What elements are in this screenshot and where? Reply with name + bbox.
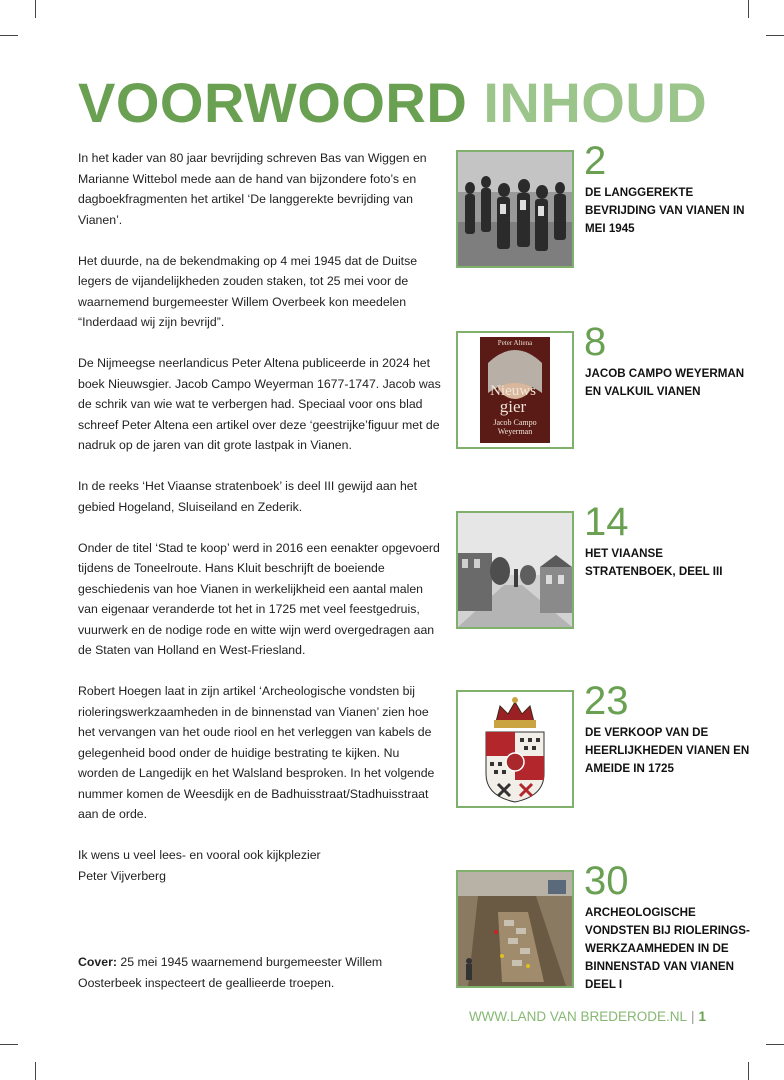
page-title <box>78 70 707 136</box>
excavation-photo <box>456 870 574 988</box>
street-photo <box>456 511 574 629</box>
toc-page-number: 2 <box>584 139 607 183</box>
toc-page-number: 8 <box>584 320 607 364</box>
foreword-paragraph: Robert Hoegen laat in zijn artikel ‘Archeologische vondsten bij rioleringswerkzaamheden in de binnenstad van Vianen’ zien hoe het vervangen van het oude riool en het verleggen van kabels de gelegenheid bood onder de huidige bestrating te kijken. Nu worden de Langedijk en het Walsland besproken. In het volgende nummer komen de Weesdijk en de Badhuisstraat/Stadhuisstraat aan de orde. <box>78 684 435 821</box>
crop-mark <box>748 0 749 18</box>
marching-women-photo <box>456 150 574 268</box>
toc-page-number: 23 <box>584 679 629 723</box>
coat-of-arms <box>456 690 574 808</box>
crop-mark <box>35 0 36 18</box>
cover-caption <box>78 952 443 993</box>
cover-label: Cover: <box>78 955 117 969</box>
foreword-paragraph: Onder de titel ‘Stad te koop’ werd in 2016 een eenakter opgevoerd tijdens de Toneelroute. Hans Kluit beschrijft de boeiende geschiedenis van hoe Vianen in werkelijkheid een aantal malen van eigenaar veranderde tot het in 1725 met veel feestgedruis, vuurwerk en de nodige rode en witte wijn werd overgedragen aan de Staten van Holland en West-Friesland. <box>78 540 440 657</box>
crop-mark <box>766 35 784 36</box>
crop-mark <box>35 1062 36 1080</box>
crop-mark <box>766 1044 784 1045</box>
crop-mark <box>0 1044 18 1045</box>
book-cover-nieuwsgier <box>456 331 574 449</box>
foreword-paragraph: In het kader van 80 jaar bevrijding schreven Bas van Wiggen en Marianne Wittebol mede aan de hand van bijzondere foto’s en dagboekfragmenten het artikel ‘De langgerekte bevrijding van Vianen’. <box>78 151 427 227</box>
cover-text: 25 mei 1945 waarnemend burgemeester Willem Oosterbeek inspecteert de geallieerde troepen. <box>78 955 383 990</box>
book-title-text: Nieuws <box>490 383 536 399</box>
foreword-paragraph: Het duurde, na de bekendmaking op 4 mei 1945 dat de Duitse legers de vijandelijkheden zouden staken, tot 25 mei voor de waarnemend burgemeester Willem Overbeek kon meedelen “Inderdaad wij zijn bevrijd”. <box>78 253 418 329</box>
crop-mark <box>748 1062 749 1080</box>
toc-page-number: 30 <box>584 859 629 903</box>
toc-title: DE LANGGEREKTE BEVRIJDING VAN VIANEN IN MEI 1945 <box>585 186 745 235</box>
title-inhoud: INHOUD <box>483 71 708 134</box>
closing-wish: Ik wens u veel lees- en vooral ook kijkplezier <box>78 848 321 862</box>
page-number: 1 <box>698 1009 706 1024</box>
book-subtitle-text: Weyerman <box>497 427 533 436</box>
toc-title: HET VIAANSE STRATENBOEK, DEEL III <box>585 547 723 578</box>
author-signature: Peter Vijverberg <box>78 868 166 883</box>
crop-mark <box>0 35 18 36</box>
website-link[interactable]: WWW.LAND VAN BREDERODE.NL <box>468 1009 687 1024</box>
foreword-text <box>78 148 443 990</box>
toc-page-number: 14 <box>584 500 629 544</box>
toc-title: ARCHEOLOGISCHE VONDSTEN BIJ RIOLERINGS-WERKZAAMHEDEN IN DE BINNENSTAD VAN VIANEN DEEL I <box>585 906 750 991</box>
book-author-text: Peter Altena <box>497 339 533 347</box>
page-footer <box>469 1009 706 1024</box>
toc-title: DE VERKOOP VAN DE HEERLIJKHEDEN VIANEN EN AMEIDE IN 1725 <box>585 726 750 775</box>
foreword-closing <box>78 845 443 886</box>
book-subtitle-text: Jacob Campo <box>493 418 537 427</box>
title-voorwoord: VOORWOORD <box>78 71 468 134</box>
toc-title: JACOB CAMPO WEYERMAN EN VALKUIL VIANEN <box>585 367 745 398</box>
foreword-paragraph: In de reeks ‘Het Viaanse stratenboek’ is deel III gewijd aan het gebied Hogeland, Sluiseiland en Zederik. <box>78 479 418 514</box>
footer-separator: | <box>690 1009 695 1024</box>
book-title-text: gier <box>499 397 527 416</box>
foreword-paragraph: De Nijmeegse neerlandicus Peter Altena publiceerde in 2024 het boek Nieuwsgier. Jacob Campo Weyerman 1677-1747. Jacob was de schrik van wie wat te verbergen had. Speciaal voor ons blad schreef Peter Altena een artikel over deze ‘geestrijke’figuur met de nadruk op de jaren van dit grote lastpak in Vianen. <box>78 356 441 452</box>
